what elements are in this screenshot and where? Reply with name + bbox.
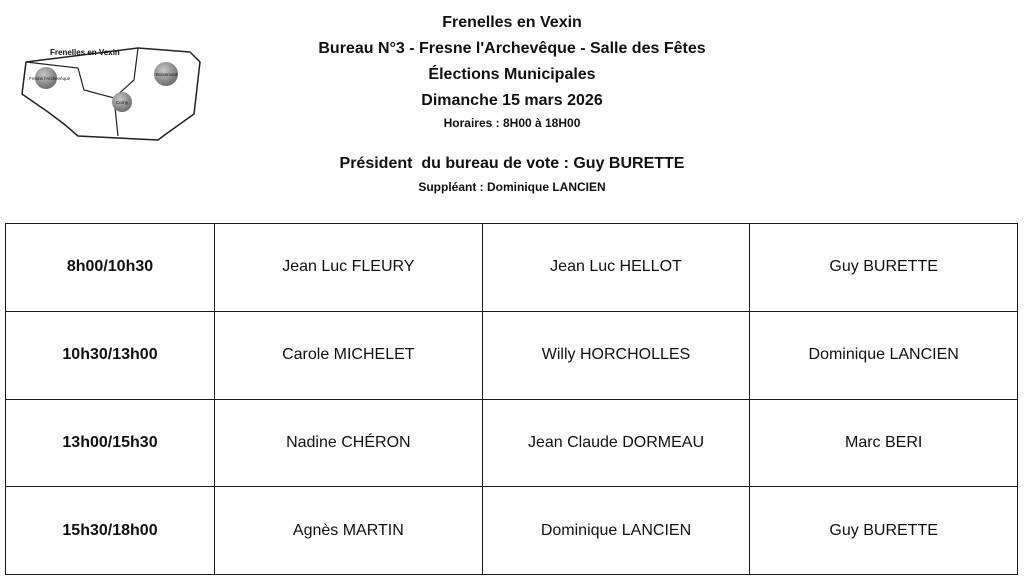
document-header (200, 10, 824, 197)
bureau-title: Bureau N°3 - Fresne l'Archevêque - Salle des Fêtes (318, 40, 706, 57)
time-slot: 10h30/13h00 (6, 311, 215, 399)
bureau-president: Président du bureau de vote : Guy BURETTE (339, 155, 685, 172)
assessor-schedule-table (5, 223, 1018, 575)
time-slot: 13h00/15h30 (6, 399, 215, 487)
logo-place-fresne: Fresne l'Archevêque (29, 76, 71, 81)
logo-place-boisemont: Boisemont (156, 72, 178, 77)
assessor-name: Guy BURETTE (750, 487, 1018, 575)
table-row (6, 487, 1018, 575)
assessor-name: Guy BURETTE (750, 224, 1018, 312)
assessor-name: Jean Luc FLEURY (215, 224, 483, 312)
commune-logo (18, 40, 208, 145)
assessor-name: Dominique LANCIEN (482, 487, 750, 575)
election-date: Dimanche 15 mars 2026 (421, 92, 603, 109)
logo-place-corny: Corny (116, 100, 129, 105)
assessor-name: Jean Claude DORMEAU (482, 399, 750, 487)
time-slot: 8h00/10h30 (6, 224, 215, 312)
table-row (6, 311, 1018, 399)
logo-title: Frenelles en Vexin (50, 48, 120, 57)
assessor-name: Carole MICHELET (215, 311, 483, 399)
time-slot: 15h30/18h00 (6, 487, 215, 575)
opening-hours: Horaires : 8H00 à 18H00 (443, 116, 581, 130)
election-title: Élections Municipales (428, 66, 596, 83)
table-row (6, 399, 1018, 487)
assessor-name: Nadine CHÉRON (215, 399, 483, 487)
assessor-name: Agnès MARTIN (215, 487, 483, 575)
table-row (6, 224, 1018, 312)
assessor-name: Jean Luc HELLOT (482, 224, 750, 312)
assessor-name: Willy HORCHOLLES (482, 311, 750, 399)
commune-name: Frenelles en Vexin (442, 14, 582, 31)
commune-map-logo (18, 40, 208, 145)
bureau-substitute: Suppléant : Dominique LANCIEN (418, 180, 606, 194)
assessor-name: Marc BERI (750, 399, 1018, 487)
assessor-name: Dominique LANCIEN (750, 311, 1018, 399)
